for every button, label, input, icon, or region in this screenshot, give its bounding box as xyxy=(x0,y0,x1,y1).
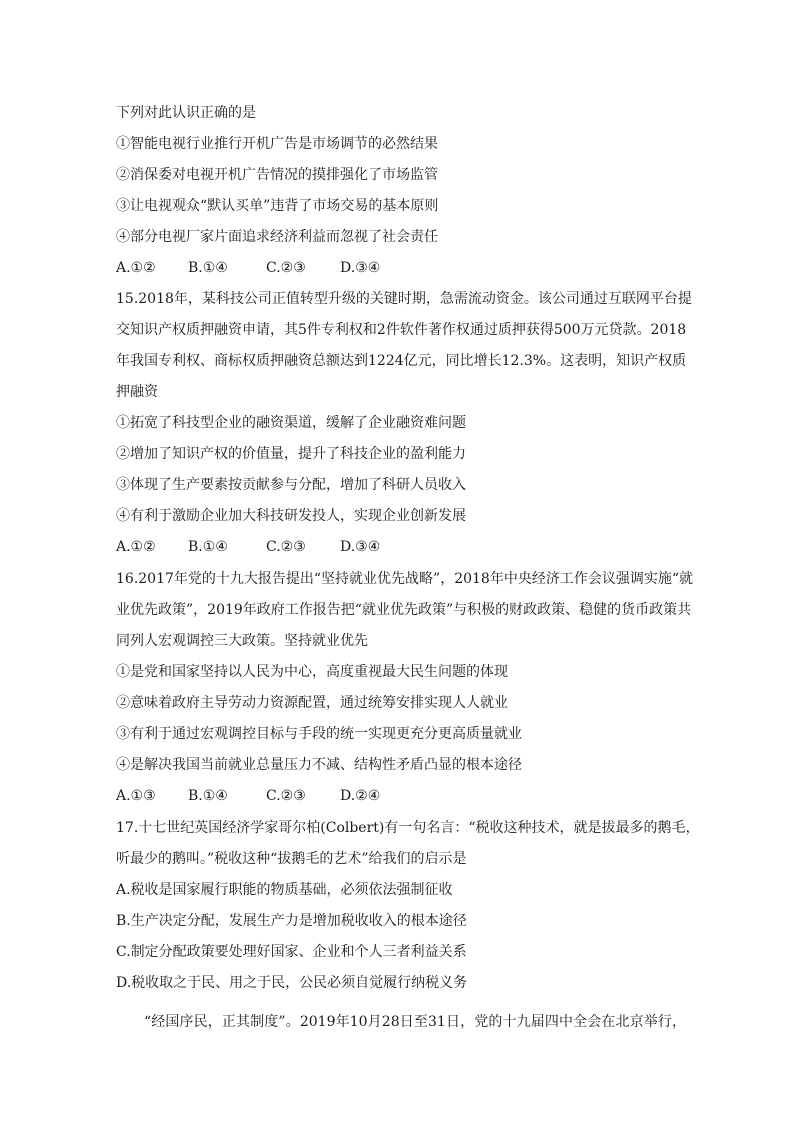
q15-option-a: A.①② xyxy=(116,539,156,555)
q17-stem-line-1: 17.十七世纪英国经济学家哥尔柏(Colbert)有一句名言：“税收这种技术，就是拔最多的鹅毛， xyxy=(116,820,700,836)
q15-statement-2: ②增加了知识产权的价值量，提升了科技企业的盈利能力 xyxy=(116,446,466,462)
q16-options xyxy=(116,786,686,806)
q14-option-d: D.③④ xyxy=(340,260,381,276)
q16-option-c: C.②③ xyxy=(266,788,306,804)
q14-option-c: C.②③ xyxy=(266,260,306,276)
q15-options xyxy=(116,537,686,557)
q17-choice-a: A.税收是国家履行职能的物质基础，必须依法强制征收 xyxy=(116,882,453,898)
q15-option-d: D.③④ xyxy=(340,539,381,555)
q14-stem: 下列对此认识正确的是 xyxy=(116,105,256,121)
q16-option-a: A.①③ xyxy=(116,788,156,804)
q16-stem-line-3: 同列人宏观调控三大政策。坚持就业优先 xyxy=(116,633,368,649)
q14-option-a: A.①② xyxy=(116,260,156,276)
q14-options xyxy=(116,258,686,278)
q15-stem-line-3: 年我国专利权、商标权质押融资总额达到1224亿元，同比增长12.3%。这表明，知识产权质 xyxy=(116,353,687,369)
q17-choice-b: B.生产决定分配，发展生产力是增加税收收入的根本途径 xyxy=(116,913,467,929)
next-passage-line-1: “经国序民，正其制度”。2019年10月28日至31日，党的十九届四中全会在北京举行， xyxy=(144,1014,686,1030)
q14-statement-1: ①智能电视行业推行开机广告是市场调节的必然结果 xyxy=(116,136,438,152)
q16-statement-4: ④是解决我国当前就业总量压力不减、结构性矛盾凸显的根本途径 xyxy=(116,757,522,773)
q14-statement-3: ③让电视观众“默认买单”违背了市场交易的基本原则 xyxy=(116,198,439,214)
q17-choice-c: C.制定分配政策要处理好国家、企业和个人三者利益关系 xyxy=(116,944,467,960)
q16-statement-1: ①是党和国家坚持以人民为中心，高度重视最大民生问题的体现 xyxy=(116,664,508,680)
q16-option-b: B.①④ xyxy=(188,788,228,804)
q15-stem-line-1: 15.2018年，某科技公司正值转型升级的关键时期，急需流动资金。该公司通过互联网平台提 xyxy=(116,291,692,307)
q15-statement-4: ④有利于激励企业加大科技研发投人，实现企业创新发展 xyxy=(116,508,466,524)
q14-option-b: B.①④ xyxy=(188,260,228,276)
q15-option-b: B.①④ xyxy=(188,539,228,555)
q16-stem-line-1: 16.2017年党的十九大报告提出“坚持就业优先战略”，2018年中央经济工作会议强调实施“就 xyxy=(116,571,693,587)
q15-stem-line-4: 押融资 xyxy=(116,384,158,400)
q17-choice-d: D.税收取之于民、用之于民，公民必须自觉履行纳税义务 xyxy=(116,975,468,991)
q16-option-d: D.②④ xyxy=(340,788,381,804)
q14-statement-2: ②消保委对电视开机广告情况的摸排强化了市场监管 xyxy=(116,167,438,183)
q16-statement-3: ③有利于通过宏观调控目标与手段的统一实现更充分更高质量就业 xyxy=(116,726,522,742)
q14-statement-4: ④部分电视厂家片面追求经济利益而忽视了社会责任 xyxy=(116,229,438,245)
q16-statement-2: ②意味着政府主导劳动力资源配置，通过统筹安排实现人人就业 xyxy=(116,695,508,711)
q15-option-c: C.②③ xyxy=(266,539,306,555)
q15-statement-1: ①拓宽了科技型企业的融资渠道，缓解了企业融资难问题 xyxy=(116,415,466,431)
q17-stem-line-2: 听最少的鹅叫。”税收这种“拔鹅毛的艺术”给我们的启示是 xyxy=(116,851,467,867)
q15-stem-line-2: 交知识产权质押融资申请，其5件专利权和2件软件著作权通过质押获得500万元贷款。2018 xyxy=(116,322,687,338)
q15-statement-3: ③体现了生产要素按贡献参与分配，增加了科研人员收入 xyxy=(116,477,466,493)
q16-stem-line-2: 业优先政策”，2019年政府工作报告把“就业优先政策”与积极的财政政策、稳健的货币政策共 xyxy=(116,602,692,618)
